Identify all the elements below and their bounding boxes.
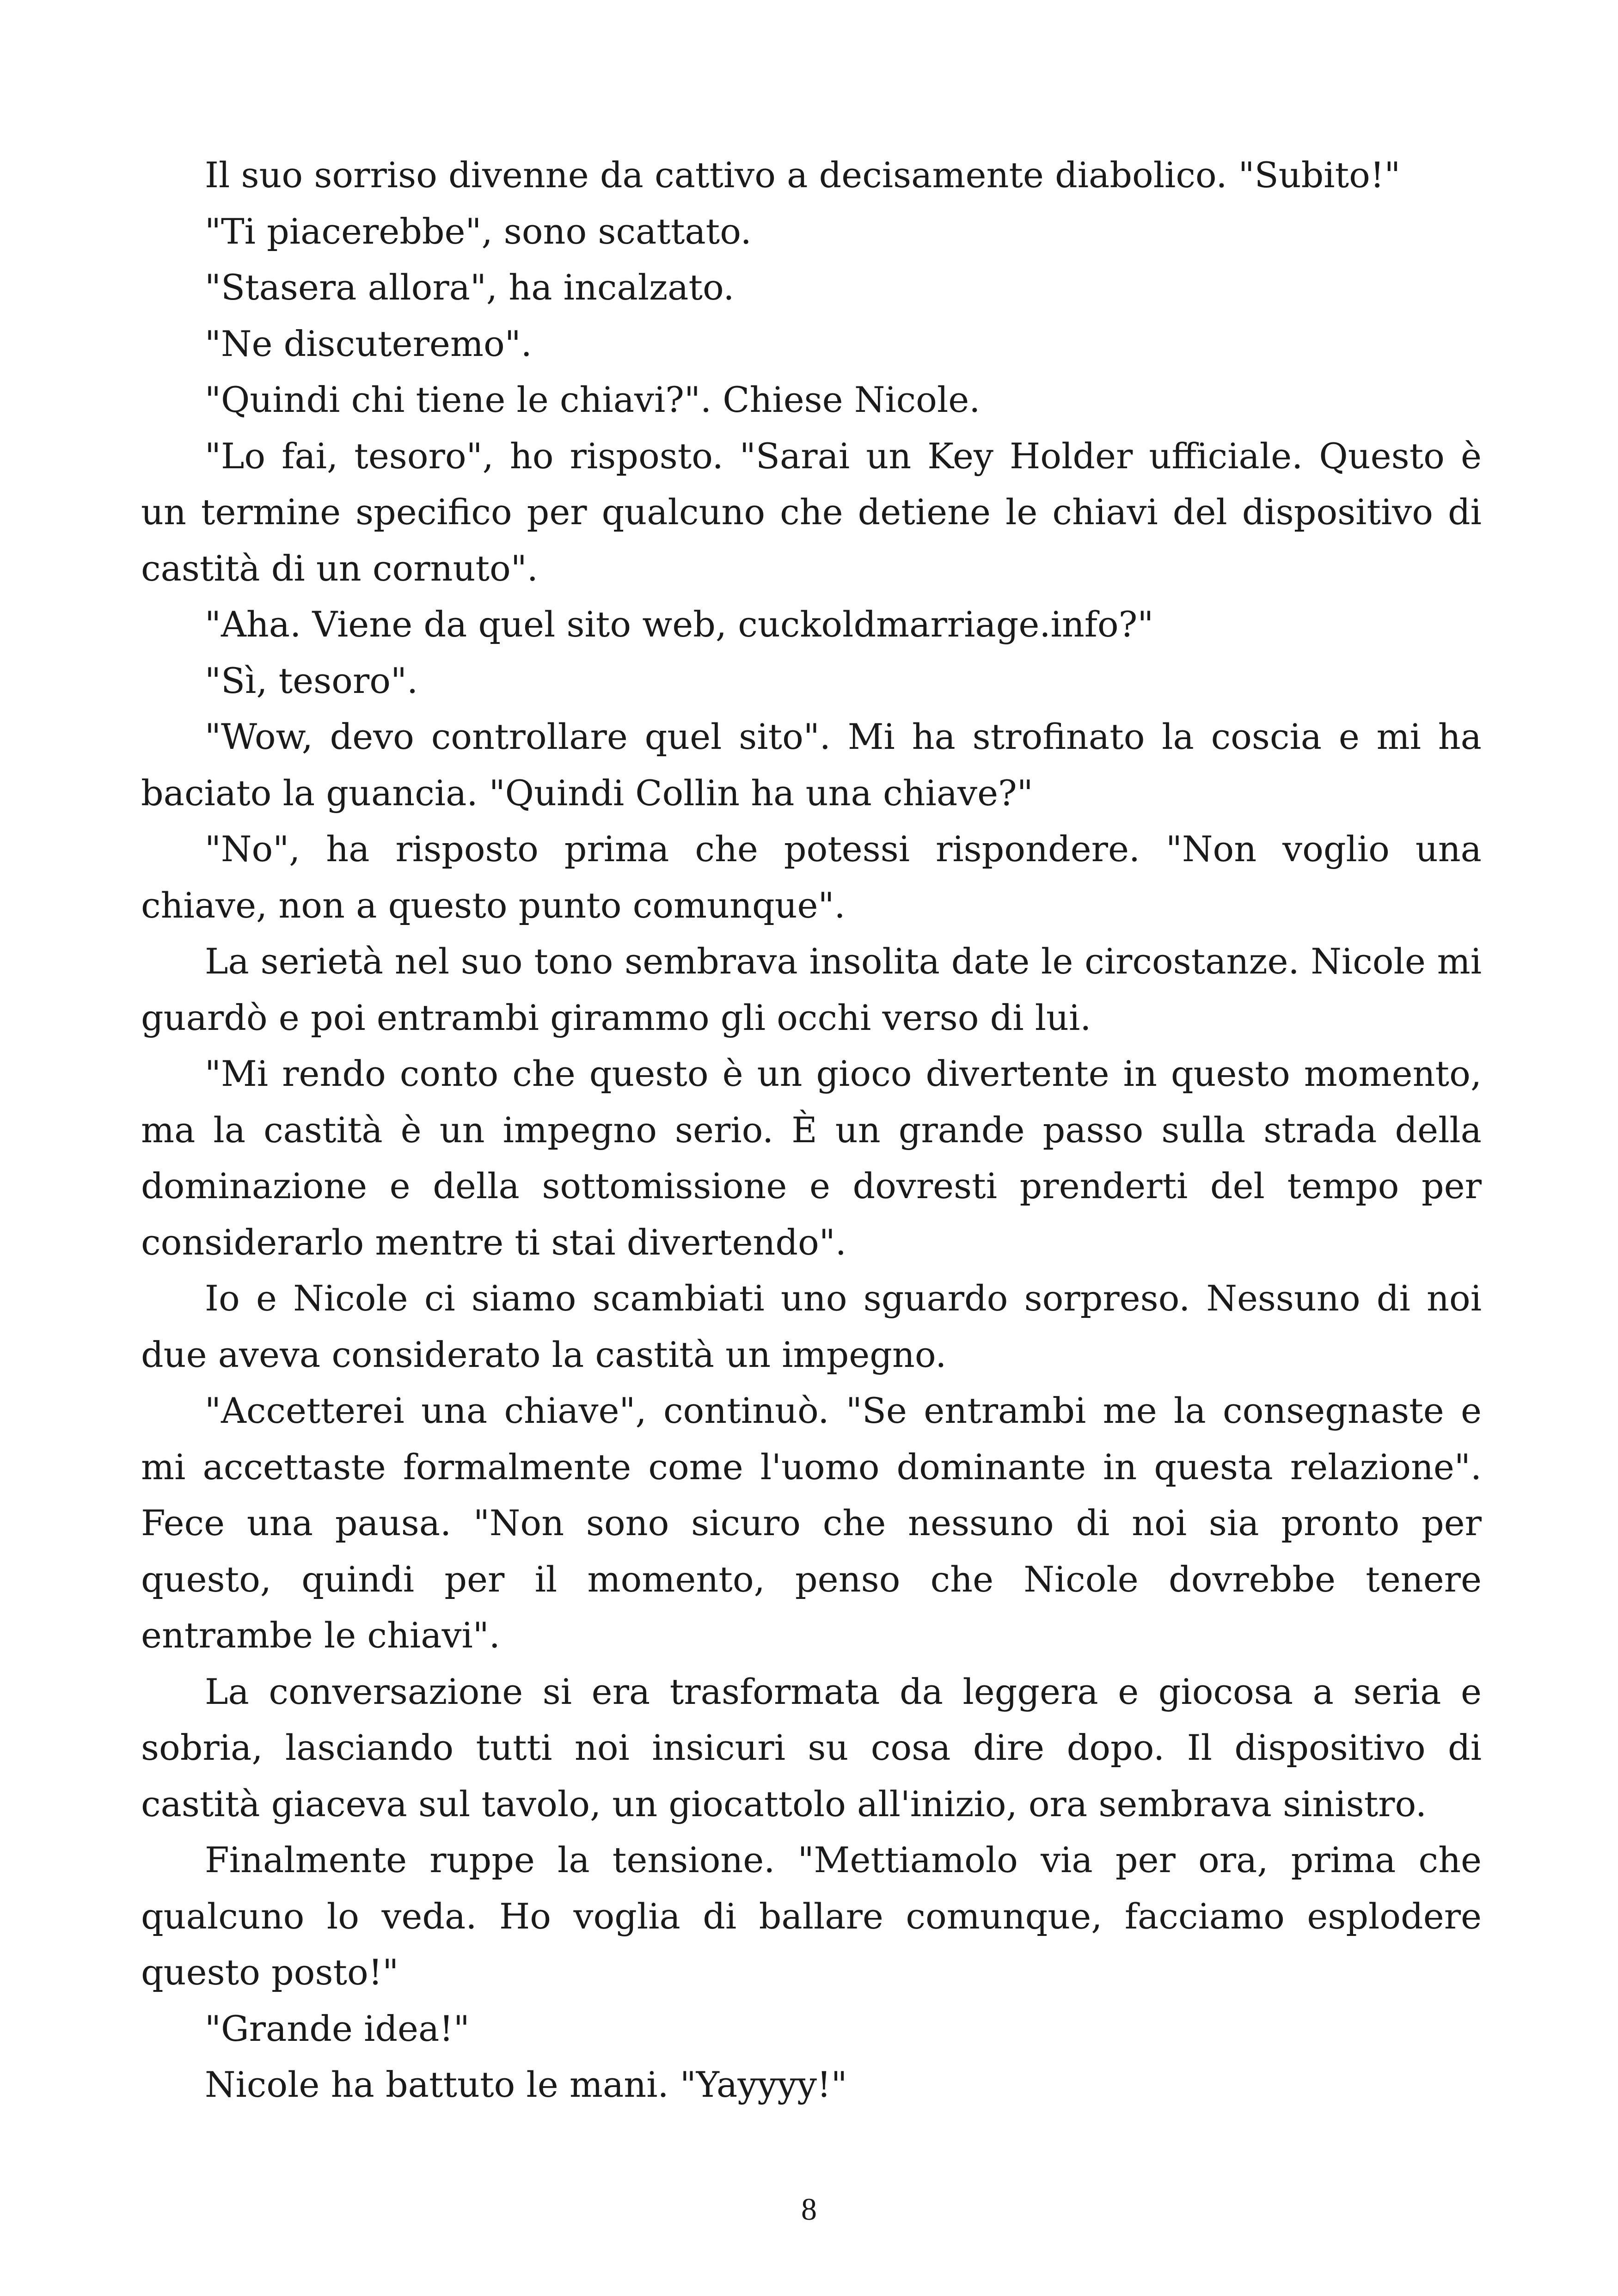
paragraph: La serietà nel suo tono sembrava insolita date le circostanze. Nicole mi guardò e poi entrambi girammo gli occhi verso di lui. bbox=[141, 941, 1482, 1038]
paragraph: "Lo fai, tesoro", ho risposto. "Sarai un Key Holder ufficiale. Questo è un termine specifico per qualcuno che detiene le chiavi del dispositivo di castità di un cornuto". bbox=[141, 435, 1482, 589]
paragraph: La conversazione si era trasformata da leggera e giocosa a seria e sobria, lasciando tutti noi insicuri su cosa dire dopo. Il dispositivo di castità giaceva sul tavolo, un giocattolo all'inizio, ora sembrava sinistro. bbox=[141, 1671, 1482, 1825]
paragraph: "Grande idea!" bbox=[205, 2008, 470, 2049]
paragraph: "Mi rendo conto che questo è un gioco divertente in questo momento, ma la castità è un impegno serio. È un grande passo sulla strada della dominazione e della sottomissione e dovresti prenderti del tempo per considerarlo mentre ti stai divertendo". bbox=[141, 1053, 1482, 1263]
page-number: 8 bbox=[801, 2192, 817, 2227]
paragraph: "Ti piacerebbe", sono scattato. bbox=[205, 210, 752, 252]
paragraph: "Wow, devo controllare quel sito". Mi ha strofinato la coscia e mi ha baciato la guancia. "Quindi Collin ha una chiave?" bbox=[141, 716, 1482, 814]
body-text bbox=[141, 147, 1482, 2113]
paragraph: "Ne discuteremo". bbox=[205, 323, 532, 364]
paragraph: "Stasera allora", ha incalzato. bbox=[205, 267, 735, 308]
paragraph: Finalmente ruppe la tensione. "Mettiamolo via per ora, prima che qualcuno lo veda. Ho voglia di ballare comunque, facciamo esplodere questo posto!" bbox=[141, 1839, 1482, 1993]
paragraph: Nicole ha battuto le mani. "Yayyyy!" bbox=[205, 2064, 847, 2105]
paragraph: "No", ha risposto prima che potessi rispondere. "Non voglio una chiave, non a questo punto comunque". bbox=[141, 828, 1482, 926]
paragraph: Il suo sorriso divenne da cattivo a decisamente diabolico. "Subito!" bbox=[205, 154, 1401, 196]
paragraph: "Accetterei una chiave", continuò. "Se entrambi me la consegnaste e mi accettaste formalmente come l'uomo dominante in questa relazione". Fece una pausa. "Non sono sicuro che nessuno di noi sia pronto per questo, quindi per il momento, penso che Nicole dovrebbe tenere entrambe le chiavi". bbox=[141, 1390, 1482, 1656]
paragraph: Io e Nicole ci siamo scambiati uno sguardo sorpreso. Nessuno di noi due aveva considerato la castità un impegno. bbox=[141, 1278, 1482, 1375]
paragraph: "Aha. Viene da quel sito web, cuckoldmarriage.info?" bbox=[205, 604, 1154, 645]
paragraph: "Sì, tesoro". bbox=[205, 660, 418, 701]
paragraph: "Quindi chi tiene le chiavi?". Chiese Nicole. bbox=[205, 379, 981, 420]
